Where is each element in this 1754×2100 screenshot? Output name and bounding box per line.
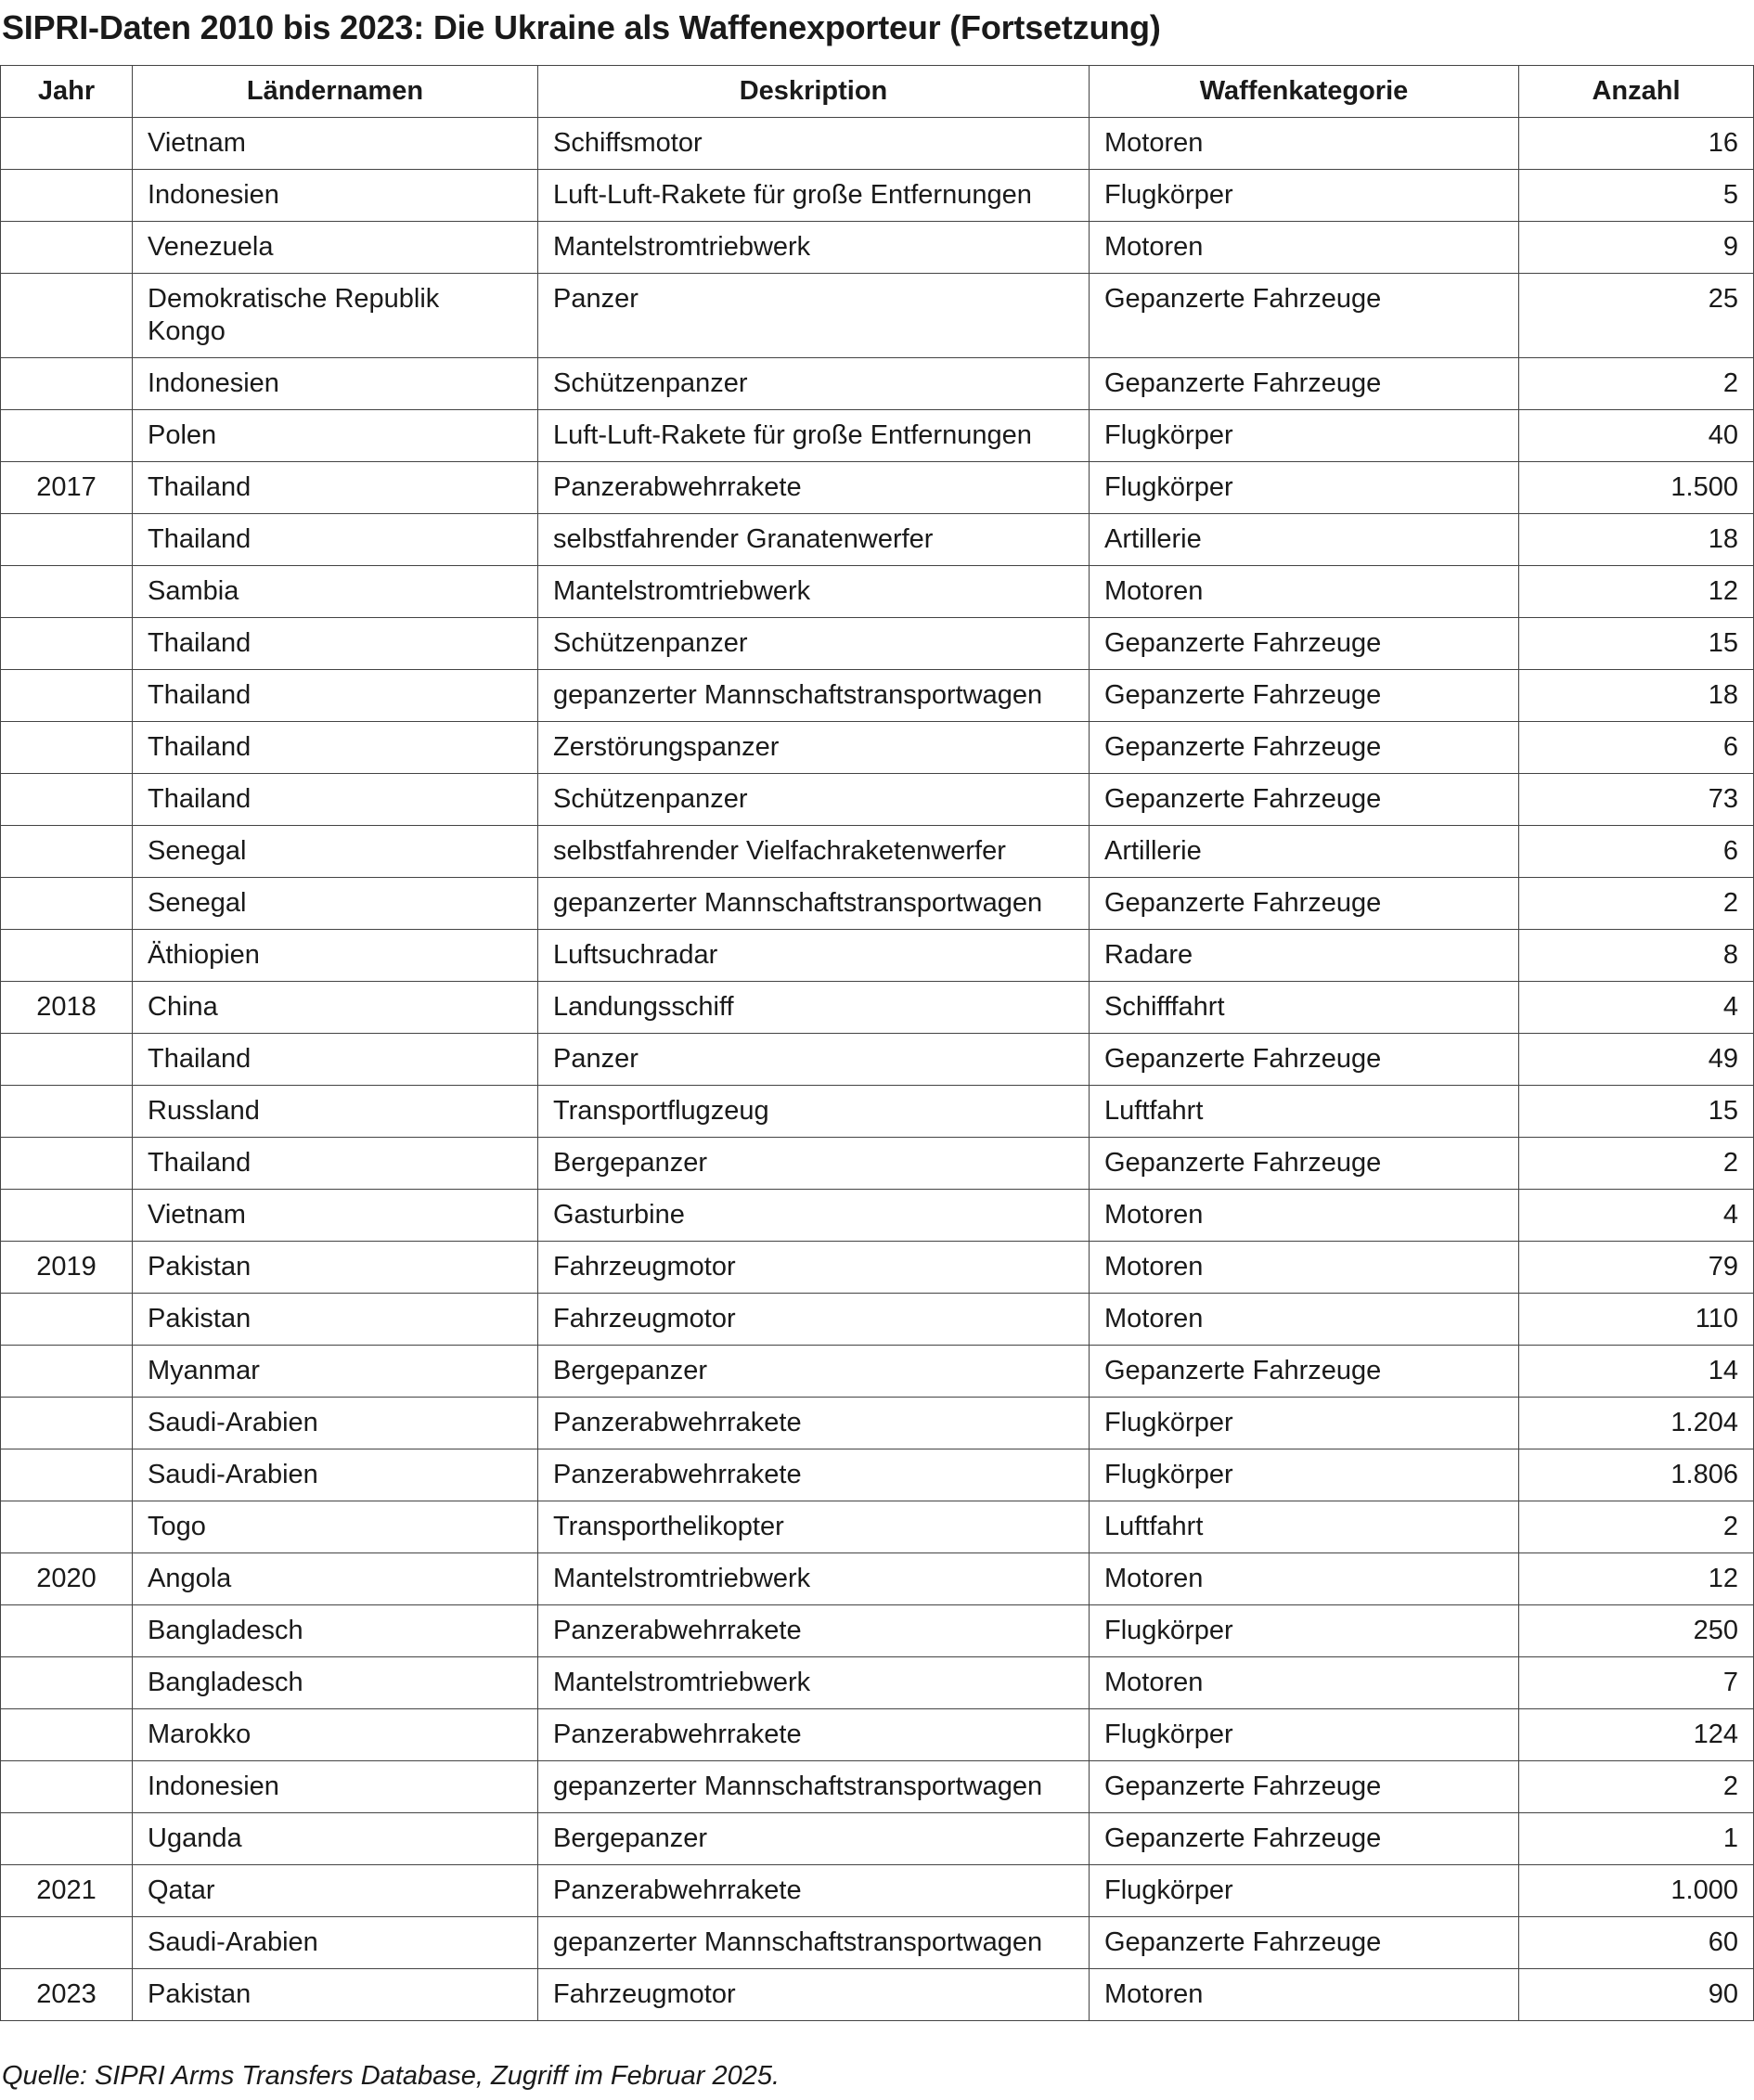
cell-category: Gepanzerte Fahrzeuge [1090, 774, 1519, 826]
cell-description: Fahrzeugmotor [538, 1242, 1090, 1294]
cell-description: Panzer [538, 274, 1090, 358]
cell-country: Thailand [133, 1034, 538, 1086]
cell-count: 1.500 [1519, 462, 1754, 514]
cell-year [1, 1761, 133, 1813]
cell-description: Mantelstromtriebwerk [538, 1657, 1090, 1709]
cell-category: Artillerie [1090, 514, 1519, 566]
cell-category: Motoren [1090, 1190, 1519, 1242]
cell-year [1, 1605, 133, 1657]
table-row [1, 118, 1754, 170]
cell-country: Thailand [133, 722, 538, 774]
cell-count: 1 [1519, 1813, 1754, 1865]
table-row [1, 1761, 1754, 1813]
cell-year [1, 1501, 133, 1553]
arms-export-table [0, 65, 1754, 2021]
cell-count: 6 [1519, 826, 1754, 878]
cell-count: 14 [1519, 1346, 1754, 1398]
table-row [1, 618, 1754, 670]
cell-category: Gepanzerte Fahrzeuge [1090, 878, 1519, 930]
cell-country: Vietnam [133, 118, 538, 170]
cell-category: Flugkörper [1090, 462, 1519, 514]
table-row [1, 1813, 1754, 1865]
column-header-count: Anzahl [1519, 66, 1754, 118]
cell-category: Gepanzerte Fahrzeuge [1090, 1346, 1519, 1398]
cell-description: Luft-Luft-Rakete für große Entfernungen [538, 410, 1090, 462]
cell-category: Gepanzerte Fahrzeuge [1090, 1813, 1519, 1865]
cell-year: 2018 [1, 982, 133, 1034]
cell-year [1, 878, 133, 930]
cell-description: Zerstörungspanzer [538, 722, 1090, 774]
cell-count: 1.806 [1519, 1449, 1754, 1501]
table-row [1, 1553, 1754, 1605]
cell-year [1, 1138, 133, 1190]
cell-year: 2021 [1, 1865, 133, 1917]
cell-category: Radare [1090, 930, 1519, 982]
cell-country: Thailand [133, 618, 538, 670]
cell-description: Fahrzeugmotor [538, 1969, 1090, 2021]
cell-country: Thailand [133, 670, 538, 722]
cell-description: Panzerabwehrrakete [538, 1449, 1090, 1501]
cell-year [1, 514, 133, 566]
cell-category: Luftfahrt [1090, 1086, 1519, 1138]
cell-category: Motoren [1090, 118, 1519, 170]
cell-description: Gasturbine [538, 1190, 1090, 1242]
cell-count: 2 [1519, 1761, 1754, 1813]
column-header-country: Ländernamen [133, 66, 538, 118]
cell-count: 60 [1519, 1917, 1754, 1969]
table-row [1, 1865, 1754, 1917]
cell-count: 8 [1519, 930, 1754, 982]
cell-country: Thailand [133, 462, 538, 514]
cell-count: 25 [1519, 274, 1754, 358]
cell-country: Saudi-Arabien [133, 1449, 538, 1501]
table-row [1, 1242, 1754, 1294]
source-note: Quelle: SIPRI Arms Transfers Database, Zugriff im Februar 2025. [2, 2061, 780, 2091]
cell-category: Flugkörper [1090, 410, 1519, 462]
cell-description: Luft-Luft-Rakete für große Entfernungen [538, 170, 1090, 222]
cell-country: China [133, 982, 538, 1034]
cell-year [1, 930, 133, 982]
table-row [1, 826, 1754, 878]
cell-country: Thailand [133, 514, 538, 566]
cell-description: Panzerabwehrrakete [538, 1398, 1090, 1449]
cell-count: 1.000 [1519, 1865, 1754, 1917]
cell-description: Transporthelikopter [538, 1501, 1090, 1553]
cell-year [1, 722, 133, 774]
cell-description: Bergepanzer [538, 1138, 1090, 1190]
cell-country: Marokko [133, 1709, 538, 1761]
cell-year [1, 1086, 133, 1138]
table-row [1, 1346, 1754, 1398]
cell-count: 15 [1519, 1086, 1754, 1138]
cell-description: Luftsuchradar [538, 930, 1090, 982]
table-row [1, 774, 1754, 826]
cell-count: 40 [1519, 410, 1754, 462]
cell-year [1, 826, 133, 878]
cell-category: Flugkörper [1090, 1709, 1519, 1761]
cell-count: 9 [1519, 222, 1754, 274]
table-row [1, 1605, 1754, 1657]
cell-description: Fahrzeugmotor [538, 1294, 1090, 1346]
table-row [1, 358, 1754, 410]
cell-country: Saudi-Arabien [133, 1917, 538, 1969]
cell-year [1, 118, 133, 170]
cell-country: Indonesien [133, 1761, 538, 1813]
table-row [1, 1501, 1754, 1553]
header-row [1, 66, 1754, 118]
cell-description: Bergepanzer [538, 1346, 1090, 1398]
cell-category: Motoren [1090, 1969, 1519, 2021]
cell-year [1, 618, 133, 670]
cell-year [1, 1346, 133, 1398]
cell-count: 16 [1519, 118, 1754, 170]
cell-count: 2 [1519, 1501, 1754, 1553]
table-row [1, 1917, 1754, 1969]
cell-country: Russland [133, 1086, 538, 1138]
cell-description: Schiffsmotor [538, 118, 1090, 170]
cell-description: Mantelstromtriebwerk [538, 1553, 1090, 1605]
cell-description: Landungsschiff [538, 982, 1090, 1034]
cell-country: Pakistan [133, 1969, 538, 2021]
column-header-year: Jahr [1, 66, 133, 118]
cell-description: Schützenpanzer [538, 358, 1090, 410]
cell-category: Motoren [1090, 1553, 1519, 1605]
cell-category: Schifffahrt [1090, 982, 1519, 1034]
cell-country: Thailand [133, 1138, 538, 1190]
table-row [1, 222, 1754, 274]
cell-year [1, 1917, 133, 1969]
cell-count: 18 [1519, 670, 1754, 722]
cell-description: gepanzerter Mannschaftstransportwagen [538, 878, 1090, 930]
cell-description: selbstfahrender Vielfachraketenwerfer [538, 826, 1090, 878]
cell-country: Polen [133, 410, 538, 462]
cell-category: Flugkörper [1090, 170, 1519, 222]
cell-count: 4 [1519, 1190, 1754, 1242]
cell-year [1, 170, 133, 222]
table-row [1, 670, 1754, 722]
column-header-description: Deskription [538, 66, 1090, 118]
cell-country: Indonesien [133, 170, 538, 222]
cell-category: Gepanzerte Fahrzeuge [1090, 722, 1519, 774]
cell-count: 4 [1519, 982, 1754, 1034]
cell-count: 110 [1519, 1294, 1754, 1346]
cell-year [1, 1449, 133, 1501]
cell-year: 2017 [1, 462, 133, 514]
table-row [1, 1086, 1754, 1138]
cell-description: Schützenpanzer [538, 618, 1090, 670]
cell-year [1, 566, 133, 618]
cell-year [1, 222, 133, 274]
table-row [1, 982, 1754, 1034]
table-title: SIPRI-Daten 2010 bis 2023: Die Ukraine als Waffenexporteur (Fortsetzung) [2, 8, 1161, 46]
cell-country: Demokratische Republik Kongo [133, 274, 538, 358]
cell-year: 2023 [1, 1969, 133, 2021]
table-row [1, 514, 1754, 566]
table-row [1, 170, 1754, 222]
cell-count: 73 [1519, 774, 1754, 826]
cell-year: 2020 [1, 1553, 133, 1605]
table-row [1, 1657, 1754, 1709]
cell-count: 1.204 [1519, 1398, 1754, 1449]
cell-category: Luftfahrt [1090, 1501, 1519, 1553]
cell-country: Angola [133, 1553, 538, 1605]
table-row [1, 1294, 1754, 1346]
cell-category: Gepanzerte Fahrzeuge [1090, 1917, 1519, 1969]
cell-country: Pakistan [133, 1242, 538, 1294]
cell-count: 2 [1519, 878, 1754, 930]
cell-category: Gepanzerte Fahrzeuge [1090, 1138, 1519, 1190]
cell-category: Flugkörper [1090, 1449, 1519, 1501]
cell-year [1, 274, 133, 358]
cell-year [1, 774, 133, 826]
cell-description: Schützenpanzer [538, 774, 1090, 826]
cell-year [1, 670, 133, 722]
cell-count: 79 [1519, 1242, 1754, 1294]
cell-category: Gepanzerte Fahrzeuge [1090, 618, 1519, 670]
cell-country: Togo [133, 1501, 538, 1553]
cell-description: Panzer [538, 1034, 1090, 1086]
table-row [1, 1190, 1754, 1242]
cell-country: Venezuela [133, 222, 538, 274]
cell-country: Äthiopien [133, 930, 538, 982]
cell-category: Flugkörper [1090, 1605, 1519, 1657]
column-header-category: Waffenkategorie [1090, 66, 1519, 118]
cell-count: 2 [1519, 358, 1754, 410]
cell-count: 49 [1519, 1034, 1754, 1086]
cell-count: 250 [1519, 1605, 1754, 1657]
cell-description: Mantelstromtriebwerk [538, 222, 1090, 274]
cell-year [1, 358, 133, 410]
cell-year [1, 1813, 133, 1865]
table-row [1, 1398, 1754, 1449]
table-header [1, 66, 1754, 118]
cell-category: Gepanzerte Fahrzeuge [1090, 274, 1519, 358]
cell-year: 2019 [1, 1242, 133, 1294]
cell-country: Thailand [133, 774, 538, 826]
cell-count: 15 [1519, 618, 1754, 670]
cell-category: Motoren [1090, 1242, 1519, 1294]
cell-year [1, 410, 133, 462]
cell-count: 90 [1519, 1969, 1754, 2021]
cell-count: 2 [1519, 1138, 1754, 1190]
cell-count: 7 [1519, 1657, 1754, 1709]
cell-description: Bergepanzer [538, 1813, 1090, 1865]
table-row [1, 566, 1754, 618]
cell-year [1, 1034, 133, 1086]
cell-description: Panzerabwehrrakete [538, 1709, 1090, 1761]
cell-year [1, 1294, 133, 1346]
cell-country: Bangladesch [133, 1605, 538, 1657]
cell-count: 12 [1519, 1553, 1754, 1605]
cell-category: Artillerie [1090, 826, 1519, 878]
cell-country: Vietnam [133, 1190, 538, 1242]
cell-description: gepanzerter Mannschaftstransportwagen [538, 1917, 1090, 1969]
table-row [1, 274, 1754, 358]
table-row [1, 930, 1754, 982]
cell-category: Flugkörper [1090, 1865, 1519, 1917]
cell-count: 6 [1519, 722, 1754, 774]
table-row [1, 1034, 1754, 1086]
table-row [1, 1449, 1754, 1501]
cell-country: Indonesien [133, 358, 538, 410]
table-row [1, 1138, 1754, 1190]
cell-country: Sambia [133, 566, 538, 618]
cell-description: Mantelstromtriebwerk [538, 566, 1090, 618]
cell-year [1, 1657, 133, 1709]
cell-count: 18 [1519, 514, 1754, 566]
cell-description: Transportflugzeug [538, 1086, 1090, 1138]
table-row [1, 1969, 1754, 2021]
cell-country: Uganda [133, 1813, 538, 1865]
table-body [1, 118, 1754, 2021]
cell-category: Gepanzerte Fahrzeuge [1090, 358, 1519, 410]
table-row [1, 462, 1754, 514]
cell-country: Bangladesch [133, 1657, 538, 1709]
cell-count: 5 [1519, 170, 1754, 222]
cell-country: Senegal [133, 878, 538, 930]
cell-country: Qatar [133, 1865, 538, 1917]
cell-year [1, 1190, 133, 1242]
cell-description: gepanzerter Mannschaftstransportwagen [538, 1761, 1090, 1813]
cell-description: Panzerabwehrrakete [538, 1865, 1090, 1917]
cell-description: Panzerabwehrrakete [538, 462, 1090, 514]
table-row [1, 1709, 1754, 1761]
cell-description: gepanzerter Mannschaftstransportwagen [538, 670, 1090, 722]
cell-category: Motoren [1090, 566, 1519, 618]
cell-category: Gepanzerte Fahrzeuge [1090, 1761, 1519, 1813]
cell-category: Gepanzerte Fahrzeuge [1090, 670, 1519, 722]
cell-country: Pakistan [133, 1294, 538, 1346]
table-row [1, 410, 1754, 462]
cell-country: Saudi-Arabien [133, 1398, 538, 1449]
cell-year [1, 1709, 133, 1761]
table-row [1, 722, 1754, 774]
cell-category: Motoren [1090, 1294, 1519, 1346]
cell-year [1, 1398, 133, 1449]
cell-category: Gepanzerte Fahrzeuge [1090, 1034, 1519, 1086]
cell-count: 12 [1519, 566, 1754, 618]
cell-description: Panzerabwehrrakete [538, 1605, 1090, 1657]
cell-country: Senegal [133, 826, 538, 878]
cell-count: 124 [1519, 1709, 1754, 1761]
cell-country: Myanmar [133, 1346, 538, 1398]
cell-category: Flugkörper [1090, 1398, 1519, 1449]
table-row [1, 878, 1754, 930]
cell-description: selbstfahrender Granatenwerfer [538, 514, 1090, 566]
cell-category: Motoren [1090, 222, 1519, 274]
cell-category: Motoren [1090, 1657, 1519, 1709]
